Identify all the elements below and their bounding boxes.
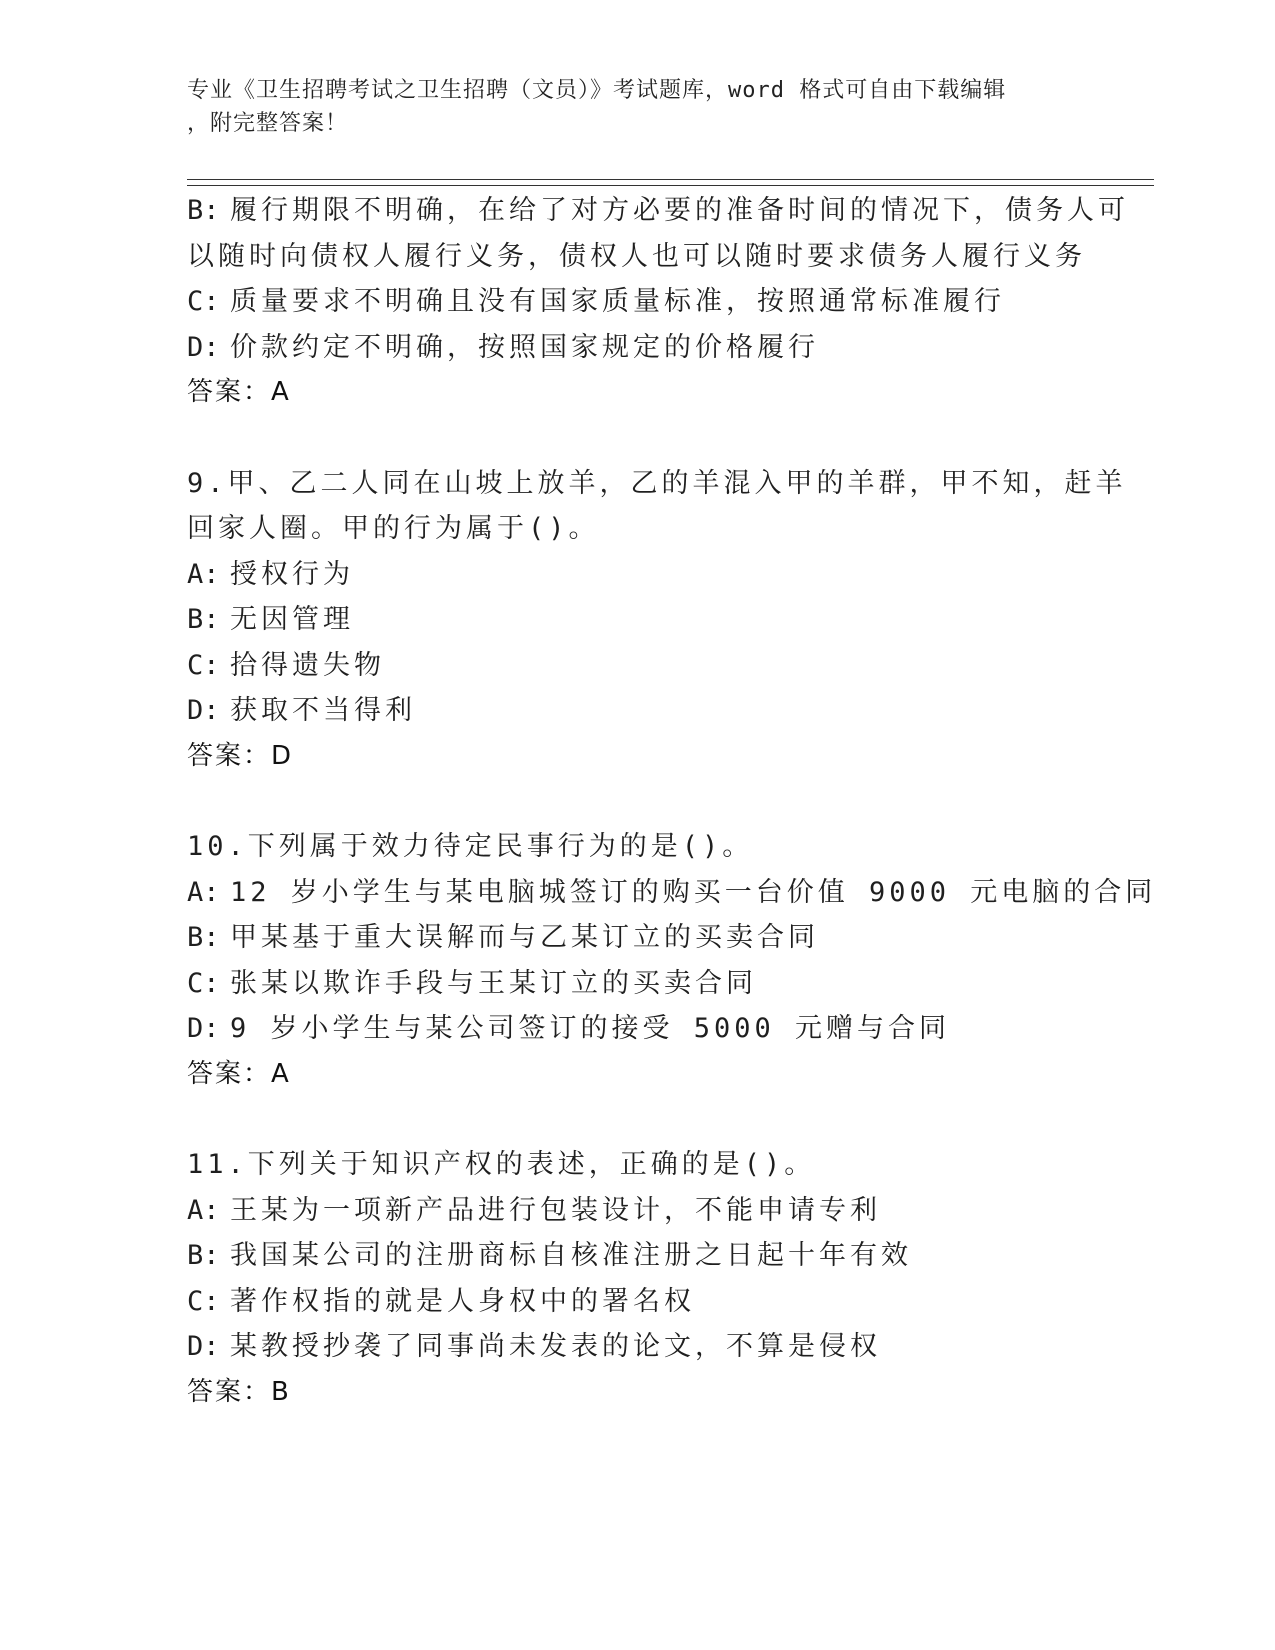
- option-b: [187, 188, 1147, 234]
- question-9: [187, 461, 1147, 780]
- option-label: A:: [187, 876, 220, 908]
- question-10: [187, 824, 1157, 1097]
- option-c: [187, 643, 1147, 689]
- question-list: [187, 188, 1157, 1415]
- option-c: [187, 1279, 1147, 1325]
- answer-line: 答案：A: [187, 377, 291, 407]
- option-label: C:: [187, 1285, 220, 1317]
- answer-line: 答案：B: [187, 1376, 291, 1407]
- option-c: [187, 279, 1147, 325]
- option-text: 著作权指的就是人身权中的署名权: [230, 1285, 695, 1317]
- question-stem: 10.下列属于效力待定民事行为的是()。: [187, 831, 754, 862]
- option-label: C:: [187, 967, 220, 999]
- header-line-1: 专业《卫生招聘考试之卫生招聘（文员）》考试题库，word 格式可自由下载编辑: [187, 78, 1007, 103]
- option-a: [187, 552, 1147, 598]
- option-text: 价款约定不明确，按照国家规定的价格履行: [230, 331, 819, 363]
- option-label: A:: [187, 1194, 220, 1226]
- option-text: 王某为一项新产品进行包装设计，不能申请专利: [230, 1194, 881, 1226]
- option-text: 张某以欺诈手段与王某订立的买卖合同: [230, 967, 757, 999]
- option-d: [187, 1324, 1147, 1370]
- option-d: [187, 1006, 1147, 1052]
- question-stem: 11.下列关于知识产权的表述，正确的是()。: [187, 1149, 816, 1180]
- option-text: 获取不当得利: [230, 695, 416, 726]
- option-c: [187, 961, 1147, 1007]
- option-text: 拾得遗失物: [230, 649, 385, 681]
- option-text: 12 岁小学生与某电脑城签订的购买一台价值 9000 元电脑的合同: [230, 876, 1157, 908]
- option-text: 质量要求不明确且没有国家质量标准，按照通常标准履行: [230, 286, 1005, 317]
- option-label: D:: [187, 1013, 220, 1044]
- option-b: [187, 1233, 1147, 1279]
- option-label: C:: [187, 286, 220, 317]
- option-label: D:: [187, 695, 220, 726]
- option-b: [187, 915, 1147, 961]
- option-a: [187, 1188, 1147, 1234]
- option-d: [187, 325, 1147, 371]
- option-label: C:: [187, 649, 220, 681]
- answer-line: 答案：A: [187, 1058, 291, 1089]
- option-label: A:: [187, 558, 220, 590]
- option-text: 某教授抄袭了同事尚未发表的论文，不算是侵权: [230, 1331, 881, 1362]
- option-label: B:: [187, 195, 220, 226]
- option-text: 无因管理: [230, 604, 354, 635]
- option-text: 履行期限不明确，在给了对方必要的准备时间的情况下，债务人可: [230, 195, 1129, 226]
- option-b: [187, 597, 1147, 643]
- option-text: 甲某基于重大误解而与乙某订立的买卖合同: [230, 922, 819, 953]
- option-b-continuation: 以随时向债权人履行义务，债权人也可以随时要求债务人履行义务: [187, 240, 1086, 272]
- page-header: [187, 74, 1067, 140]
- question-continued: [187, 188, 1147, 416]
- header-divider: [187, 179, 1154, 186]
- header-line-2: ，附完整答案！: [187, 111, 349, 136]
- option-label: B:: [187, 1240, 220, 1271]
- question-11: [187, 1142, 1147, 1415]
- option-text: 授权行为: [230, 558, 354, 590]
- option-label: B:: [187, 922, 220, 953]
- answer-line: 答案：D: [187, 740, 294, 771]
- question-stem-continuation: 回家人圈。甲的行为属于()。: [187, 513, 600, 544]
- option-d: [187, 688, 1147, 734]
- option-label: D:: [187, 331, 220, 363]
- option-label: D:: [187, 1331, 220, 1362]
- option-text: 我国某公司的注册商标自核准注册之日起十年有效: [230, 1240, 912, 1271]
- option-a: [187, 870, 1157, 916]
- option-text: 9 岁小学生与某公司签订的接受 5000 元赠与合同: [230, 1013, 951, 1044]
- question-stem: 9.甲、乙二人同在山坡上放羊，乙的羊混入甲的羊群，甲不知，赶羊: [187, 467, 1127, 499]
- option-label: B:: [187, 604, 220, 635]
